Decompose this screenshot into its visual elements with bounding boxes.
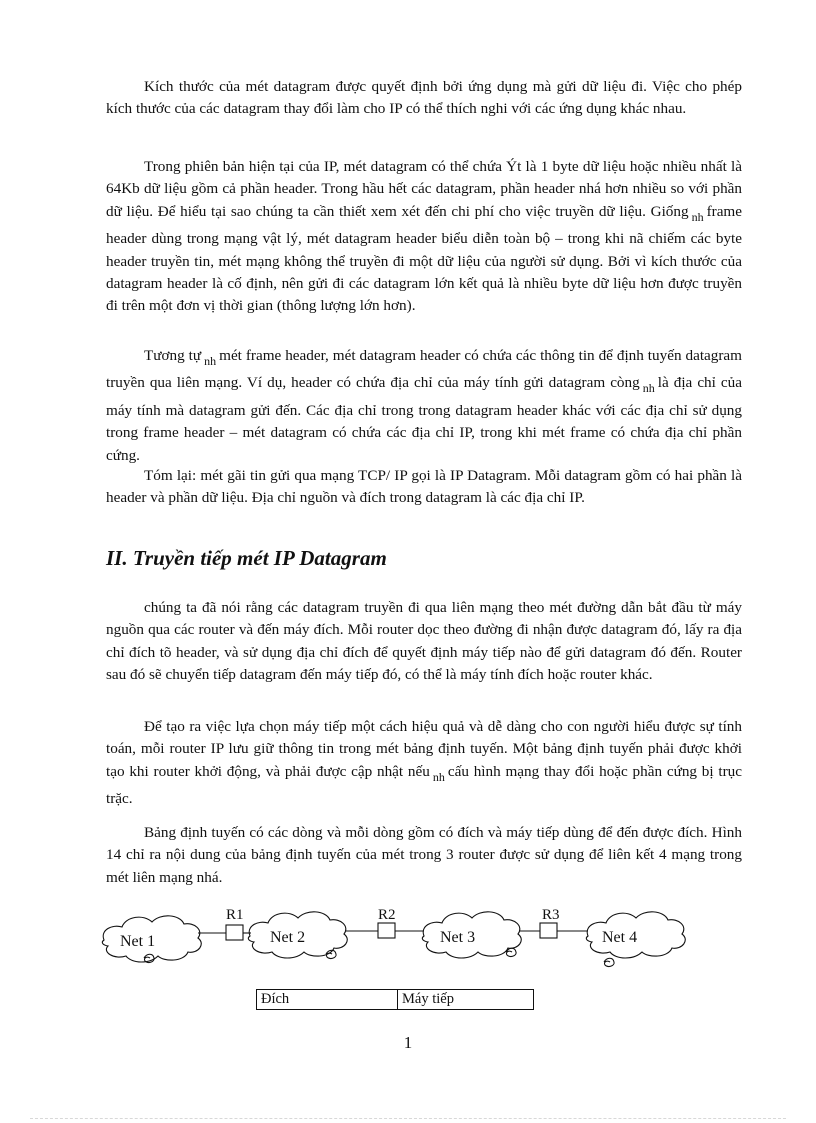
paragraph-datagram-header xyxy=(106,345,742,467)
router-r3-box xyxy=(540,923,557,938)
net4-squiggle xyxy=(604,958,614,966)
artifact-subscript: nh xyxy=(642,381,655,396)
artifact-subscript: nh xyxy=(432,769,445,784)
net1-label: Net 1 xyxy=(120,933,156,950)
paragraph-datagram-capacity xyxy=(106,156,742,318)
router-r1-label: R1 xyxy=(226,907,244,923)
paragraph-table-description xyxy=(106,822,742,889)
paragraph-text: Tóm lại: mét gãi tin gửi qua mạng TCP/ IP gọi là IP Datagram. Mỗi datagram gồm có hai phần là header và phần dữ liệu. Địa chỉ nguồn và đích trong datagram là các địa chỉ IP. xyxy=(106,467,742,507)
paragraph-text: mét frame header, mét datagram header có chứa các thông tin để định tuyến datagram truyền qua liên mạng. Ví dụ, header có chứa địa chỉ của máy tính gửi datagram còng xyxy=(106,347,742,392)
paragraph-summary xyxy=(106,465,742,510)
artifact-subscript: nh xyxy=(204,354,217,368)
router-r2-box xyxy=(378,923,395,938)
network-diagram xyxy=(98,900,738,990)
router-r3-label: R3 xyxy=(542,907,560,923)
paragraph-forwarding xyxy=(106,597,742,687)
header-next-hop: Máy tiếp xyxy=(398,990,534,1010)
net2-label: Net 2 xyxy=(270,929,306,946)
table-header-row xyxy=(257,990,534,1010)
net3-squiggle xyxy=(506,948,516,956)
router-r2-label: R2 xyxy=(378,907,396,923)
paragraph-text: Để tạo ra việc lựa chọn máy tiếp một cách hiệu quả và dễ dàng cho con người hiểu được sự tính toán, mỗi router IP lưu giữ thông tin trong mét bảng định tuyến. Một bảng định tuyến phải được khởi tạo khi router khởi động, và phải được cập nhật nếu xyxy=(106,718,742,780)
paragraph-text: chúng ta đã nói rằng các datagram truyền đi qua liên mạng theo mét đường dẫn bắt đầu từ máy nguồn qua các router và đến máy đích. Mỗi router dọc theo đường đi nhận được datagram đó, lấy ra địa chỉ đích tõ header, và sử dụng địa chỉ đích để quyết định máy tiếp nào để gửi datagram đó đến. Router sau đó sẽ chuyển tiếp datagram đến máy tiếp đó, có thể là máy tính đích hoặc router khác. xyxy=(106,599,742,684)
paragraph-text: Trong phiên bản hiện tại của IP, mét datagram có thể chứa Ýt là 1 byte dữ liệu hoặc nhiều nhất là 64Kb dữ liệu gồm cả phần header. Trong hầu hết các datagram, phần header nhá hơn nhiều so với phần dữ liệu. Để hiểu tại sao chúng ta cần thiết xem xét đến chi phí cho việc truyền dữ liệu. Giống xyxy=(106,158,742,220)
paragraph-text: Bảng định tuyến có các dòng và mỗi dòng gồm có đích và máy tiếp dùng để đến được đích. Hình 14 chỉ ra nội dung của bảng định tuyến của mét trong 3 router được sử dụng để liên kết 4 mạng trong mét liên mạng nhá. xyxy=(106,824,742,886)
header-destination: Đích xyxy=(257,990,398,1010)
paragraph-text: frame header dùng trong mạng vật lý, mét datagram header biểu diễn toàn bộ – trong khi nã chiếm các byte header truyền tin, mét mạng không thể truyền đi một dữ liệu của người sử dụng. Bởi vì kích thước của datagram header là cố định, nên gửi đi các datagram lớn kết quả là nhiều byte dữ liệu hơn được truyền đi trên một đơn vị thời gian (thông lượng lớn hơn). xyxy=(106,202,742,315)
paragraph-text: Kích thước của mét datagram được quyết định bởi ứng dụng mà gửi dữ liệu đi. Việc cho phép kích thước của các datagram thay đổi làm cho IP có thể thích nghi với các ứng dụng khác nhau. xyxy=(106,78,742,118)
router-r1-box xyxy=(226,925,243,940)
paragraph-text: Tương tự xyxy=(144,347,202,364)
section-heading: II. Truyền tiếp mét IP Datagram xyxy=(106,546,387,570)
net3-label: Net 3 xyxy=(440,929,476,946)
paragraph-text: cấu hình mạng thay đổi hoặc phần cứng bị trục trặc. xyxy=(106,762,742,808)
paragraph-datagram-size xyxy=(106,76,742,121)
page-bottom-divider xyxy=(30,1118,786,1119)
page-number: 1 xyxy=(403,1033,413,1052)
paragraph-text: là địa chỉ của máy tính mà datagram gửi đến. Các địa chỉ trong trong datagram header khác với các địa chỉ sử dụng trong frame header – mét datagram có chứa các địa chỉ IP, trong khi mét frame có chứa địa chỉ phần cứng. xyxy=(106,374,742,464)
net4-label: Net 4 xyxy=(602,929,638,946)
paragraph-routing-table xyxy=(106,716,742,811)
routing-table xyxy=(256,989,534,1010)
artifact-subscript: nh xyxy=(691,209,704,224)
